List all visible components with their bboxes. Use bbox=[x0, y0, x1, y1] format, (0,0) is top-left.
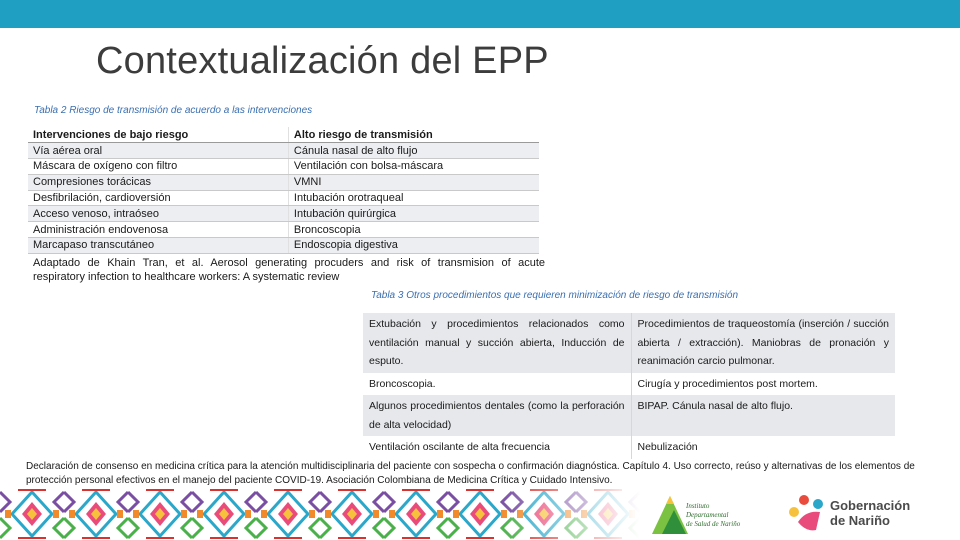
table-cell: Nebulización bbox=[631, 436, 895, 459]
ids-logo-text: Instituto bbox=[686, 502, 710, 510]
table-cell: Compresiones torácicas bbox=[28, 174, 288, 190]
ids-narino-logo bbox=[648, 490, 758, 540]
table-cell: Desfibrilación, cardioversión bbox=[28, 190, 288, 206]
table-cell: Vía aérea oral bbox=[28, 143, 288, 159]
table-cell: BIPAP. Cánula nasal de alto flujo. bbox=[631, 395, 895, 436]
ids-logo-text: Departamental bbox=[686, 511, 729, 519]
table-cell: Máscara de oxígeno con filtro bbox=[28, 159, 288, 175]
source-line: Adaptado de Khain Tran, et al. Aerosol generating procuders and risk of transmision of acute bbox=[33, 257, 545, 269]
table-row bbox=[28, 238, 539, 254]
gobernacion-logo-text: de Nariño bbox=[830, 513, 890, 528]
gobernacion-narino-logo bbox=[786, 490, 956, 536]
table2-source bbox=[33, 256, 545, 284]
table3-caption: Tabla 3 Otros procedimientos que requieren minimización de riesgo de transmisión bbox=[371, 290, 739, 301]
transmission-risk-table bbox=[28, 127, 539, 254]
table-cell: Marcapaso transcutáneo bbox=[28, 238, 288, 254]
table-cell: Intubación quirúrgica bbox=[288, 206, 539, 222]
table-cell: Endoscopia digestiva bbox=[288, 238, 539, 254]
table-cell: Procedimientos de traqueostomía (inserción / succión abierta / extracción). Maniobras de pronación y reanimación carcio pulmonar. bbox=[631, 313, 895, 373]
header-high-risk: Alto riesgo de transmisión bbox=[288, 127, 539, 143]
table-row bbox=[363, 395, 895, 436]
table2-caption: Tabla 2 Riesgo de transmisión de acuerdo a las intervenciones bbox=[34, 105, 313, 116]
table-cell: Broncoscopia. bbox=[363, 373, 631, 396]
table-cell: Administración endovenosa bbox=[28, 222, 288, 238]
table-header-row bbox=[28, 127, 539, 143]
table-row bbox=[28, 190, 539, 206]
table-row bbox=[28, 222, 539, 238]
reference-citation: Declaración de consenso en medicina crítica para la atención multidisciplinaria del paciente con sospecha o confirmación diagnóstica. Capítulo 4. Uso correcto, reúso y alternativas de los elementos de protección personal efectivos en el manejo del paciente COVID-19. Asociación Colombiana de Medicina Crítica y Cuidado Intensivo. bbox=[26, 461, 915, 486]
top-accent-bar bbox=[0, 0, 960, 28]
table-cell: Extubación y procedimientos relacionados como ventilación manual y succión abierta, Inducción de esputo. bbox=[363, 313, 631, 373]
ids-logo-text: de Salud de Nariño bbox=[686, 520, 741, 528]
table-cell: Cirugía y procedimientos post mortem. bbox=[631, 373, 895, 396]
table-row bbox=[363, 436, 895, 459]
table-row bbox=[28, 159, 539, 175]
table-cell: Ventilación oscilante de alta frecuencia bbox=[363, 436, 631, 459]
table-cell: Ventilación con bolsa-máscara bbox=[288, 159, 539, 175]
table-cell: Cánula nasal de alto flujo bbox=[288, 143, 539, 159]
table-cell: Intubación orotraqueal bbox=[288, 190, 539, 206]
decorative-pattern-band bbox=[0, 488, 640, 540]
other-procedures-table bbox=[363, 313, 895, 459]
table-cell: Broncoscopia bbox=[288, 222, 539, 238]
table-row bbox=[363, 373, 895, 396]
table-cell: VMNI bbox=[288, 174, 539, 190]
table-row bbox=[28, 143, 539, 159]
table-row bbox=[28, 174, 539, 190]
header-low-risk: Intervenciones de bajo riesgo bbox=[28, 127, 288, 143]
table-row bbox=[28, 206, 539, 222]
source-line: respiratory infection to healthcare workers: A systematic review bbox=[33, 271, 340, 283]
table-row bbox=[363, 313, 895, 373]
table-cell: Algunos procedimientos dentales (como la perforación de alta velocidad) bbox=[363, 395, 631, 436]
table-cell: Acceso venoso, intraóseo bbox=[28, 206, 288, 222]
slide-title: Contextualización del EPP bbox=[96, 40, 549, 82]
gobernacion-logo-text: Gobernación bbox=[830, 498, 911, 513]
